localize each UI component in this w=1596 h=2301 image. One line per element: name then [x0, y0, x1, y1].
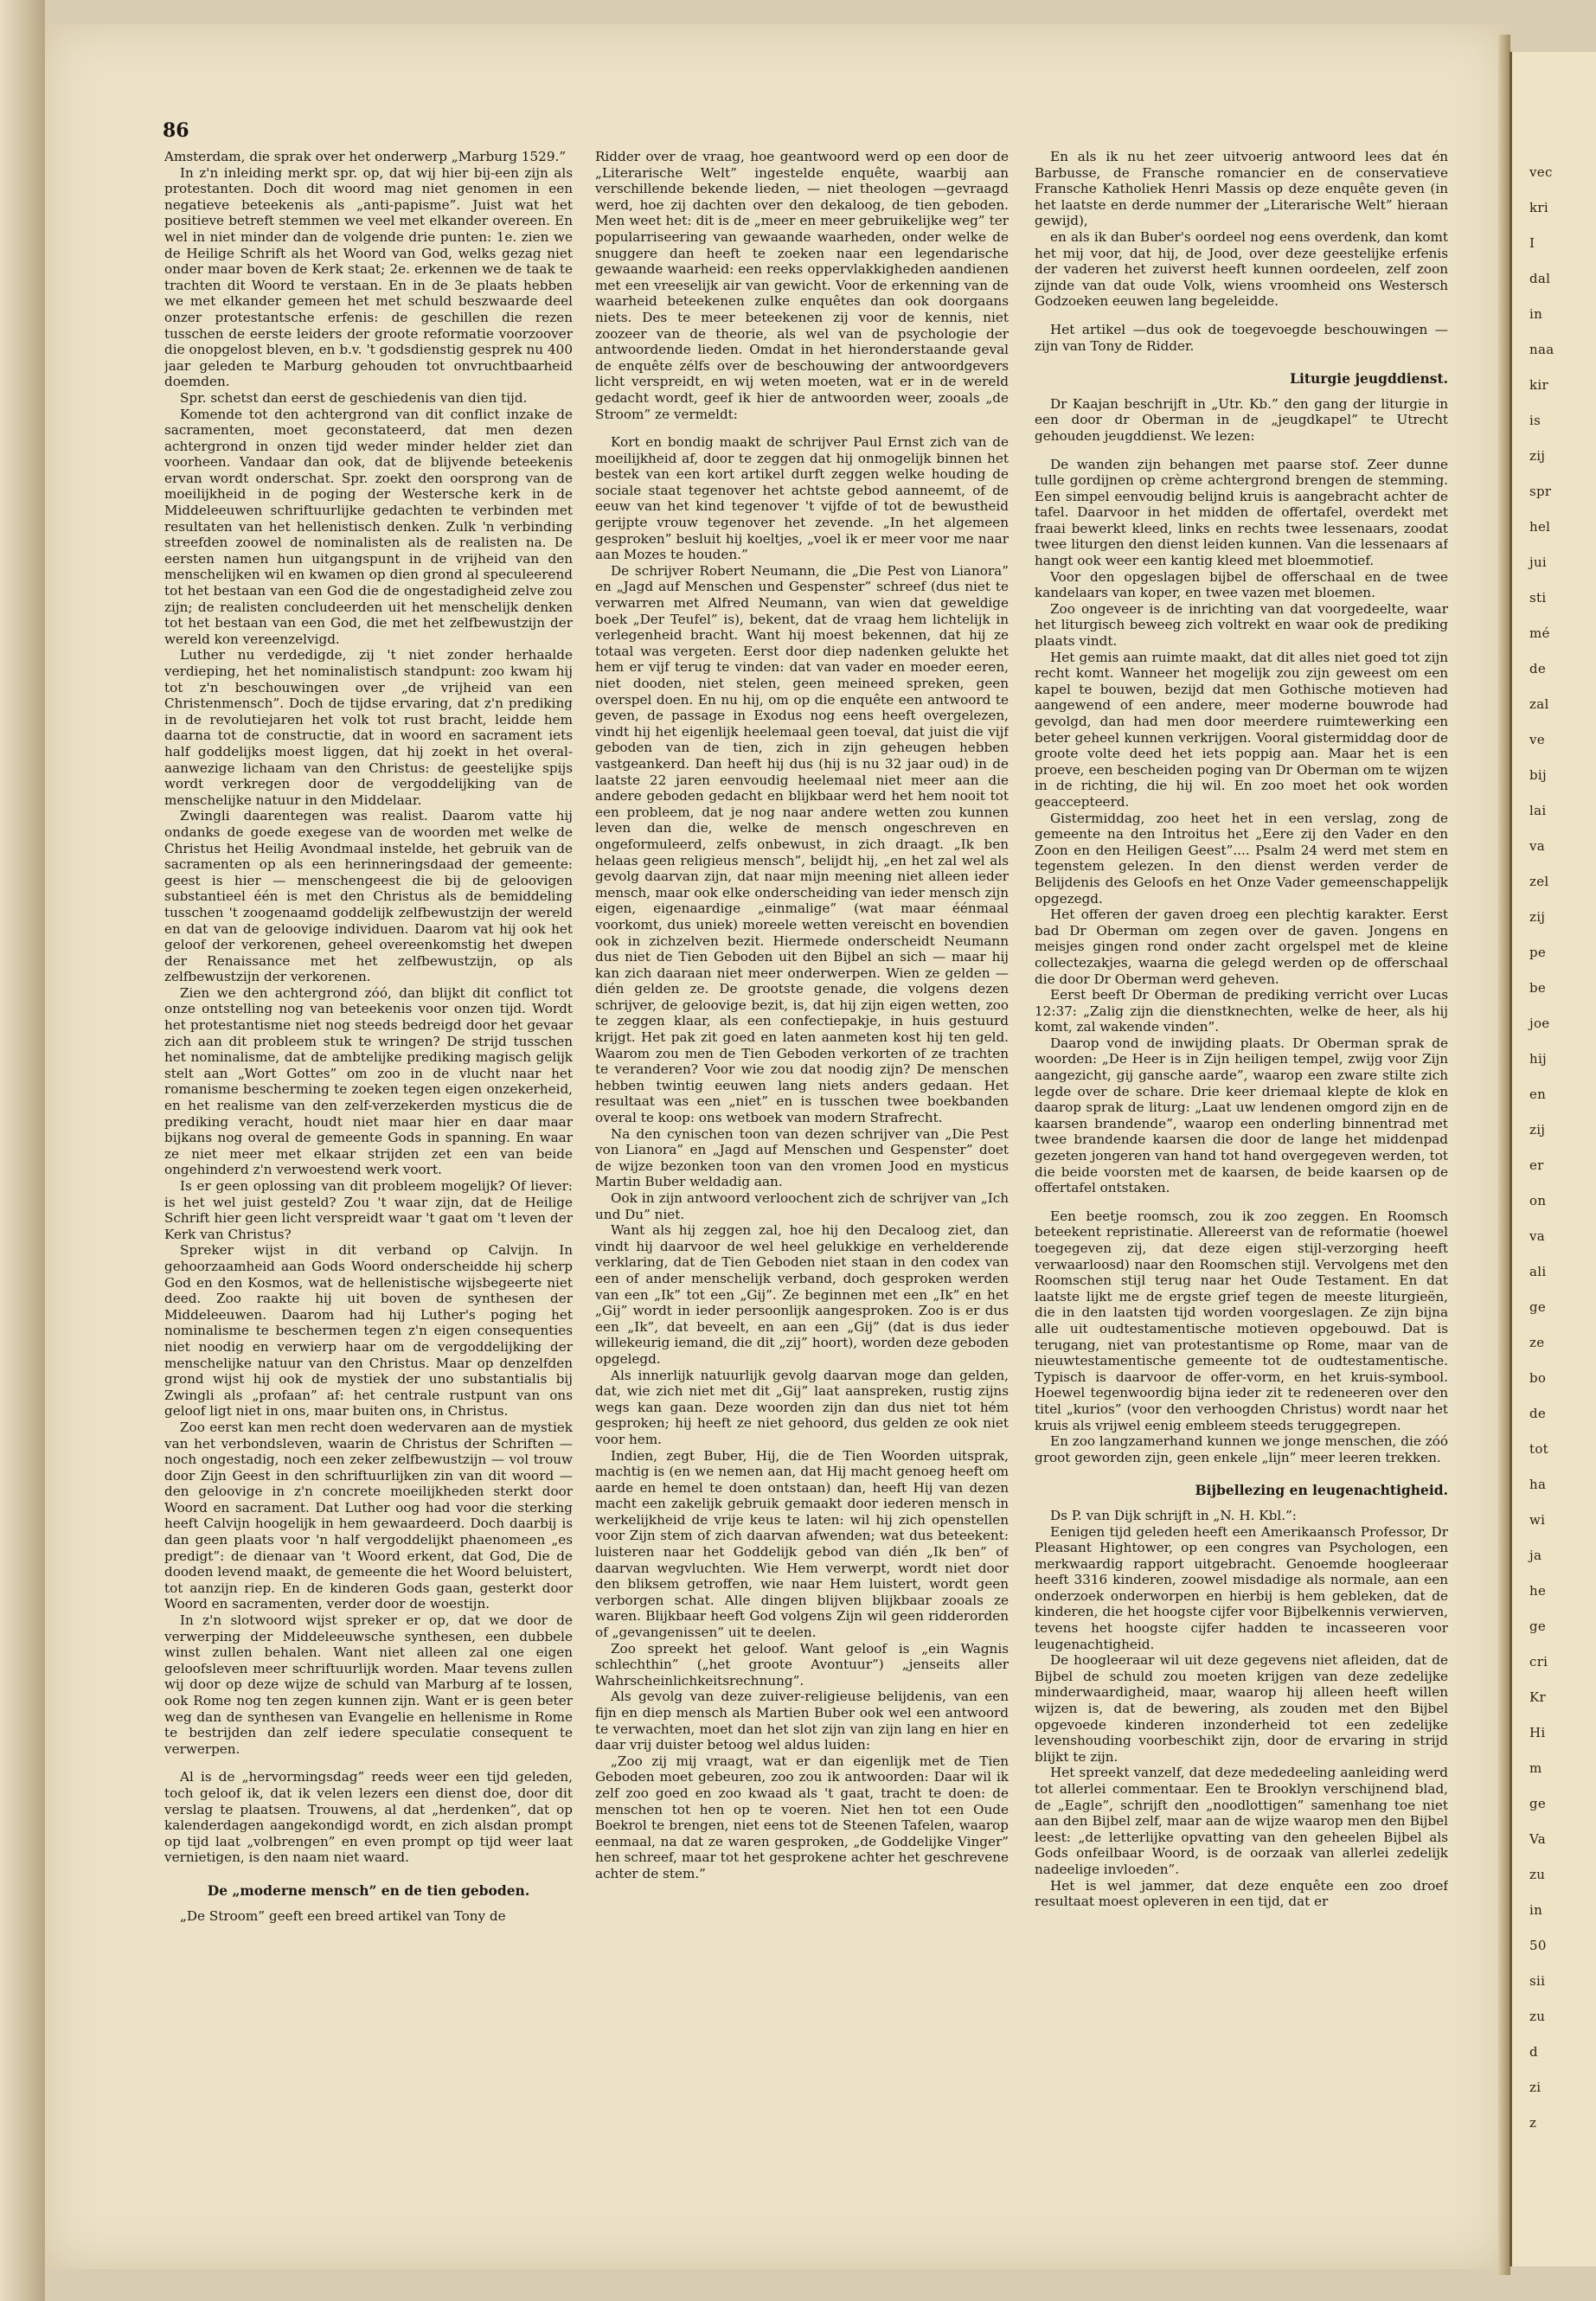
next-page-fragment: Hi — [1529, 1725, 1546, 1740]
paragraph: De hoogleeraar wil uit deze gegevens niet afleiden, dat de Bijbel de schuld zou moeten krijgen van deze zedelijke minderwaardigheid, maar, waarop hij alleen heeft willen wijzen is, dat de bewering, als zouden met den Bijbel opgevoede kinderen inzonderheid tot een zedelijke levenshouding voorbeschikt zijn, door de ervaring in strijd blijkt te zijn. — [1035, 1652, 1448, 1765]
next-page-fragment: bij — [1529, 767, 1547, 783]
next-page-fragment: pe — [1529, 945, 1547, 960]
next-page-fragment: z — [1529, 2115, 1537, 2131]
next-page-fragment: zij — [1529, 448, 1546, 464]
paragraph: Want als hij zeggen zal, hoe hij den Decaloog ziet, dan vindt hij daarvoor de wel heel gelukkige en verhelderende verklaring, dat de Tien Geboden niet staan in den codex van een of ander menschelijk verband, doch gesproken werden van een „Ik” tot een „Gij”. Ze beginnen met een „Ik” en het „Gij” wordt in ieder persoonlijk aangesproken. Zoo is er dus een „Ik”, dat beveelt, en aan een „Gij” (dat is dus ieder willekeurig iemand, die dit „zij” hoort), worden deze geboden opgelegd. — [595, 1222, 1009, 1367]
column-middle — [595, 149, 1009, 2164]
next-page-fragment: 50 — [1529, 1938, 1547, 1953]
next-page-fragment: zi — [1529, 2080, 1542, 2095]
next-page-fragment: zal — [1529, 696, 1549, 712]
next-page-fragment: zij — [1529, 909, 1546, 925]
page-fold — [1498, 35, 1510, 2275]
next-page-fragment: zij — [1529, 1122, 1546, 1138]
paragraph: Een beetje roomsch, zou ik zoo zeggen. En Roomsch beteekent repristinatie. Allereerst van de reformatie (hoewel toegegeven zij, dat deze eigen stijl-verzorging heeft verwaarloosd) naar den Roomschen stijl. Vervolgens met den Roomschen stijl terug naar het Oude Testament. En dat laatste lijkt me de ergste grief tegen de meeste liturgieën, die in den laatsten tijd worden voorgeslagen. Ze zijn bijna alle uit oudtestamentische motieven opgebouwd. Dat is terugang, niet van protestantisme op Rome, maar van de nieuwtestamentische gemeente tot de oudtestamentische. Typisch is daarvoor de offer-vorm, en het kruis-symbool. Hoewel tegenwoordig bijna ieder zit te redeneeren over den titel „kurios” (voor den verhoogden Christus) wordt naar het kruis als vrijwel eenig embleem steeds teruggegrepen. — [1035, 1208, 1448, 1433]
next-page-fragment: in — [1529, 1902, 1543, 1918]
next-page-fragment: va — [1529, 1228, 1546, 1244]
column-left — [164, 149, 573, 2164]
next-page-fragment: is — [1529, 413, 1542, 428]
paragraph: Daarop vond de inwijding plaats. Dr Oberman sprak de woorden: „De Heer is in Zijn heiligen tempel, zwijg voor Zijn aangezicht, gij gansche aarde”, waarop een zware stilte zich legde over de schare. Drie keer driemaal klepte de klok en daarop sprak de liturg: „Laat uw lendenen omgord zijn en de kaarsen brandende”, waarop een onderling binnentrad met twee brandende kaarsen die door de lange het middenpad gezeten jongeren van hand tot hand overgegeven werden, tot die beide voorsten met de kaarsen, de beide kaarsen op de offertafel ontstaken. — [1035, 1035, 1448, 1196]
next-page-fragment: de — [1529, 661, 1547, 676]
paragraph: Indien, zegt Buber, Hij, die de Tien Woorden uitsprak, machtig is (en we nemen aan, dat Hij macht genoeg heeft om aarde en hemel te doen ontstaan) dan, heeft Hij van dezen macht een zakelijk gebruik gemaakt door iederen mensch in werkelijkheid de vrije keus te laten: wil hij zich openstellen voor Zijn stem of zich daarvan afwenden; wat dus beteekent: luisteren naar het Goddelijk gebod van dién „Ik ben” of daarvan wegvluchten. Wie Hem verwerpt, wordt niet door den bliksem getroffen, wie naar Hem luistert, wordt geen verborgen schat. Alle dingen blijven blijkbaar zooals ze waren. Blijkbaar heeft God volgens Zijn wil geen ridderorden of „gevangenissen” uit te deelen. — [595, 1447, 1009, 1641]
next-page-fragment: ge — [1529, 1618, 1547, 1634]
paragraph: Dr Kaajan beschrijft in „Utr. Kb.” den gang der liturgie in een door dr Oberman in de „jeugdkapel” te Utrecht gehouden jeugddienst. We lezen: — [1035, 395, 1448, 444]
next-page-fragment: he — [1529, 1583, 1547, 1599]
paragraph: Het spreekt vanzelf, dat deze mededeeling aanleiding werd tot allerlei commentaar. Een te Brooklyn verschijnend blad, de „Eagle”, schrijft den „noodlottigen” samenhang toe niet aan den Bijbel zelf, maar aan de wijze waarop men den Bijbel leest: „de letterlijke opvatting van den geheelen Bijbel als Gods onfeilbaar Woord, is de oorzaak van allerlei zedelijk nadeelige invloeden”. — [1035, 1765, 1448, 1877]
scan-left-edge — [0, 0, 45, 2301]
paragraph: Kort en bondig maakt de schrijver Paul Ernst zich van de moeilijkheid af, door te zeggen dat hij onmogelijk binnen het bestek van een kort artikel durft zeggen welke houding de sociale staat tegenover het achtste gebod aanneemt, of de eeuw van het kind tegenover 't vijfde of tot de bewustheid gerijpte vrouw tegenover het zevende. „In het algemeen gesproken” besluit hij koeltjes, „voel ik er meer voor me naar aan Mozes te houden.” — [595, 434, 1009, 563]
paragraph: De schrijver Robert Neumann, die „Die Pest von Lianora” en „Jagd auf Menschen und Gespenster” schreef (dus niet te verwarren met Alfred Neumann, van wien dat geweldige boek „Der Teufel” is), bekent, dat de vraag hem lichtelijk in verlegenheid bracht. Want hij moest bekennen, dat hij ze totaal was vergeten. Eerst door diep nadenken gelukte het hem er vijf terug te vinden: dat van vader en moeder eeren, niet dooden, niet stelen, geen meineed spreken, geen overspel doen. En nu hij, om op die enquête een antwoord te geven, de passage in Exodus nog eens heeft overgelezen, vindt hij het eigenlijk heelemaal geen toeval, dat juist die vijf geboden van de tien, zich in zijn geheugen hebben vastgeankerd. Dan heeft hij dus (hij is nu 32 jaar oud) in de laatste 22 jaren eenvoudig heelemaal niet meer aan die andere geboden gedacht en blijkbaar werd het hem nooit tot een probleem, dat je nog naar andere wetten zou kunnen leven dan die, welke de mensch ongeschreven en ongeformuleerd, zelfs onbewust, in zich draagt. „Ik ben helaas geen religieus mensch”, belijdt hij, „en het zal wel als gevolg daarvan zijn, dat naar mijn meening niet alleen ieder mensch, maar ook elke onderscheiding van ieder mensch zijn eigen, eigenaardige „einmalige” (wat maar éénmaal voorkomt, dus uniek) moreele wetten vereischt en bovendien ook in zichzelven bezit. Hiermede onderscheidt Neumann dus niet de Tien Geboden uit den Bijbel an sich — maar hij kan zich daaraan niet meer onderwerpen. Wien ze gelden — dién gelden ze. De grootste genade, die volgens dezen schrijver, de geloovige bezit, is, dat hij zijn eigen wetten, zoo te zeggen klaar, als een confectiepakje, in huis gestuurd krijgt. Het pak zit goed en laten aanmeten kost hij ten geld. Waarom zou men de Tien Geboden verkorten of ze trachten te veranderen? Voor wie zou dat noodig zijn? De menschen hebben twintig eeuwen lang niets anders gedaan. Het resultaat was een „niet” en is tusschen twee boekbanden overal te koop: ons wetboek van modern Strafrecht. — [595, 562, 1009, 1126]
next-page-fragment: on — [1529, 1193, 1547, 1208]
next-page-fragment: mé — [1529, 625, 1550, 641]
next-page-fragment: kir — [1529, 377, 1548, 393]
next-page-fragment: lai — [1529, 803, 1547, 818]
next-page-fragment: kri — [1529, 200, 1548, 215]
next-page-fragment: ha — [1529, 1477, 1547, 1492]
paragraph: Ook in zijn antwoord verloochent zich de schrijver van „Ich und Du” niet. — [595, 1190, 1009, 1222]
page-number: 86 — [163, 119, 189, 142]
paragraph: Amsterdam, die sprak over het onderwerp „Marburg 1529.” — [164, 149, 567, 164]
paragraph: Het artikel —dus ook de toegevoegde beschouwingen — zijn van Tony de Ridder. — [1035, 321, 1448, 354]
paragraph: Gistermiddag, zoo heet het in een verslag, zong de gemeente na den Introitus het „Eere zij den Vader en den Zoon en den Heiligen Geest”.... Psalm 24 werd met stem en tegenstem gelezen. In den dienst werden verder de Belijdenis des Geloofs en het Onze Vader gemeenschappelijk opgezegd. — [1035, 810, 1448, 907]
paragraph: In z'n slotwoord wijst spreker er op, dat we door de verwerping der Middeleeuwsche synthesen, een dubbele winst zullen behalen. Want niet alleen zal one eigen geloofsleven meer schriftuurlijk worden. Maar tevens zullen wij door op deze wijze de schuld van Marburg af te lossen, ook Rome nog ten zegen kunnen zijn. Want er is geen beter weg dan de synthesen van Evangelie en hellenisme in Rome te bestrijden dan zelf iedere speculatie consequent te verwerpen. — [164, 1612, 573, 1757]
next-page-fragment: ge — [1529, 1299, 1547, 1315]
section-heading: De „moderne mensch” en de tien geboden. — [207, 1881, 530, 1899]
next-page-fragment: naa — [1529, 342, 1554, 357]
paragraph: Is er geen oplossing van dit probleem mogelijk? Of liever: is het wel juist gesteld? Zou 't waar zijn, dat de Heilige Schrift hier geen licht verspreidt waar 't gaat om 't leven der Kerk van Christus? — [164, 1178, 573, 1242]
next-page-fragment: I — [1529, 235, 1535, 251]
section-heading: Bijbellezing en leugenachtigheid. — [1195, 1482, 1448, 1499]
next-page-fragment: ve — [1529, 732, 1545, 747]
next-page-fragment: wi — [1529, 1512, 1546, 1528]
next-page-fragment: m — [1529, 1760, 1542, 1776]
next-page-fragment: vec — [1529, 164, 1553, 180]
paragraph: Zoo eerst kan men recht doen wedervaren aan de mystiek van het verbondsleven, waarin de Christus der Schriften — noch ongestadig, noch een zeker zelfbewustzijn — vol trouw door Zijn Geest in den schriftuurlijken zin van dit woord — den geloovige in z'n concrete moeilijkheden sterkt door Woord en sacrament. Dat Luther oog had voor die sterking heeft Calvijn hoogelijk in hem gewaardeerd. Doch daarbij is dan geen plaats voor 'n half vergoddelijkt phaenomeen „es predigt”: de dienaar van 't Woord erkent, dat God, Die de dooden levend maakt, de gemeente die het Woord beluistert, tot aanzijn riep. En de kinderen Gods gaan, gesterkt door Woord en sacramenten, verder door de woestijn. — [164, 1419, 573, 1612]
next-page-fragment: hij — [1529, 1051, 1548, 1067]
next-page-fragment: dal — [1529, 271, 1551, 286]
next-page-fragment: Va — [1529, 1831, 1546, 1847]
paragraph: En als ik nu het zeer uitvoerig antwoord lees dat én Barbusse, de Fransche romancier en de conservatieve Fransche Katholiek Henri Massis op deze enquête geven (in het laatste en derde nummer der „Literarische Welt” hieraan gewijd), — [1035, 149, 1448, 229]
next-page-fragment: sti — [1529, 590, 1547, 606]
paragraph: en als ik dan Buber's oordeel nog eens overdenk, dan komt het mij voor, dat hij, de Jood, over deze geestelijke erfenis der vaderen het zuiverst heeft kunnen oordeelen, zelf zoon zijnde van dat oude Volk, wiens vroomheid ons Westersch Godzoeken eeuwen lang begeleidde. — [1035, 228, 1448, 310]
paragraph: Zwingli daarentegen was realist. Daarom vatte hij ondanks de goede exegese van de woorden met welke de Christus het Heilig Avondmaal instelde, het gebruik van de sacramenten op als een herinneringsdaad der gemeente: geest is hier — menschengeest die bij de geloovigen substantieel één is met den Christus als de bemiddeling tusschen 't zoogenaamd goddelijk zelfbewustzijn der wereld en dat van de geloovige individuen. Daarom vat hij ook het geloof der verkorenen, geheel overeenkomstig het dwepen der Renaissance met het zelfbewustzijn, op als zelfbewustzijn der verkorenen. — [164, 808, 573, 985]
next-page-fragment: ali — [1529, 1264, 1547, 1279]
next-page-fragment: cri — [1529, 1654, 1548, 1670]
column-right — [1035, 149, 1448, 2164]
paragraph: „De Stroom” geeft een breed artikel van Tony de — [180, 1907, 506, 1924]
paragraph: Voor den opgeslagen bijbel de offerschaal en de twee kandelaars van koper, en twee vazen met bloemen. — [1035, 568, 1448, 601]
next-page-fragment: hel — [1529, 519, 1551, 535]
paragraph: Ds P. van Dijk schrijft in „N. H. Kbl.”: — [1050, 1507, 1297, 1523]
paragraph: Spreker wijst in dit verband op Calvijn. In gehoorzaamheid aan Gods Woord onderscheidde hij scherp God en den Kosmos, wat de hellenistische wijsbegeerte niet deed. Zoo raakte hij uit boven de synthesen der Middeleeuwen. Daarom had hij Luther's poging het nominalisme te beschermen tegen z'n eigen consequenties niet noodig en verwierp haar om de vergoddelijking der menschelijke natuur van den Christus. Maar op denzelfden grond wijst hij ook de mystiek der uno substantialis bij Zwingli als „profaan” af: het centrale rustpunt van ons geloof ligt niet in ons, maar buiten ons, in Christus. — [164, 1242, 573, 1420]
next-page-fragment: sii — [1529, 1973, 1546, 1989]
next-page-fragment: jui — [1529, 554, 1548, 570]
paragraph: En zoo langzamerhand kunnen we jonge menschen, die zóó groot geworden zijn, geen enkele „lijn” meer leeren trekken. — [1035, 1433, 1448, 1465]
paragraph: Zien we den achtergrond zóó, dan blijkt dit conflict tot onze ontstelling nog van beteekenis voor onzen tijd. Wordt het protestantisme niet nog steeds bedreigd door het gevaar zich aan dit probleem stuk te wringen? De strijd tusschen het nominalisme, dat de ambtelijke prediking magisch gelijk stelt aan „Wort Gottes” om zoo in de vlucht naar het romanisme bescherming te zoeken tegen eigen onzekerheid, en het realisme van den zelf-verzekerden mysticus die de prediking veracht, houdt niet maar hier en daar maar bijkans nog overal de gemeente Gods in spanning. En waar ze niet meer met elkaar strijden zet een van beide ongehinderd z'n verwoestend werk voort. — [164, 984, 573, 1178]
adjacent-page-edge — [1509, 52, 1596, 2266]
next-page-fragment: ge — [1529, 1796, 1547, 1811]
next-page-fragment: en — [1529, 1086, 1547, 1102]
next-page-fragment: ze — [1529, 1335, 1545, 1350]
paragraph: Eerst beeft Dr Oberman de prediking verricht over Lucas 12:37: „Zalig zijn die dienstknechten, welke de heer, als hij komt, zal wakende vinden”. — [1035, 987, 1448, 1035]
next-page-fragment: er — [1529, 1157, 1544, 1173]
next-page-fragment: zu — [1529, 2009, 1546, 2024]
paragraph: Als innerlijk natuurlijk gevolg daarvan moge dan gelden, dat, wie zich niet met dit „Gij” laat aanspreken, rustig zijns wegs kan gaan. Deze woorden zijn dan dus niet tot hém gesproken; hij heeft ze niet gehoord, dus gelden ze ook niet voor hem. — [595, 1367, 1009, 1447]
next-page-fragment: joe — [1529, 1016, 1550, 1031]
paragraph: Als gevolg van deze zuiver-religieuse belijdenis, van een fijn en diep mensch als Martien Buber ook wel een antwoord te verwachten, moet dan het slot zijn van zijn lang en hier en daar vrij duister betoog wel aldus luiden: — [595, 1689, 1009, 1753]
next-page-fragment: ja — [1529, 1548, 1542, 1563]
next-page-fragment: d — [1529, 2044, 1538, 2060]
next-page-fragment: de — [1529, 1406, 1547, 1421]
paragraph: „Zoo zij mij vraagt, wat er dan eigenlijk met de Tien Geboden moet gebeuren, zoo zou ik antwoorden: Daar wil ik zelf zoo goed en zoo kwaad als 't gaat, tracht te doen: de menschen tot hen op te voeren. Niet hen tot een Oude Boekrol te brengen, niet eens tot de Steenen Tafelen, waarop eenmaal, na dat ze waren gesproken, „de Goddelijke Vinger” hen schreef, maar tot het gesprokene achter het geschrevene achter de stem.” — [595, 1753, 1009, 1881]
paragraph: De wanden zijn behangen met paarse stof. Zeer dunne tulle gordijnen op crème achtergrond brengen de stemming. Een simpel eenvoudig belijnd kruis is aangebracht achter de tafel. Daarvoor in het midden de offertafel, overdekt met fraai bewerkt kleed, links en rechts twee lessenaars, zoodat twee liturgen den dienst leiden kunnen. Van die lessenaars af hangt ook weer een kantig kleed met bloemmotief. — [1035, 456, 1448, 569]
paragraph: Zoo ongeveer is de inrichting van dat voorgedeelte, waar het liturgisch beweeg zich voltrekt en waar ook de prediking plaats vindt. — [1035, 600, 1448, 650]
paragraph: Al is de „hervormingsdag” reeds weer een tijd geleden, toch geloof ik, dat ik velen lezers een dienst doe, door dit verslag te plaatsen. Trouwens, al dat „herdenken”, dat op kalenderdagen aangekondigd wordt, en zich alsdan prompt op tijd laat „volbrengen” en even prompt op tijd weer laat vernietigen, is den naam niet waard. — [164, 1769, 573, 1866]
paragraph: Komende tot den achtergrond van dit conflict inzake de sacramenten, moet geconstateerd, dat men dezen achtergrond in onzen tijd weder minder helder ziet dan voorheen. Vandaar dan ook, dat de blijvende beteekenis ervan wordt onderschat. Spr. zoekt den oorsprong van de moeilijkheid in de poging der Westersche kerk in de Middeleeuwen schriftuurlijke gedachten te verbinden met resultaten van het hellenistisch denken. Zulk 'n verbinding streefden zoowel de nominalisten als de realisten na. De eersten namen hun uitgangspunt in de vrijheid van den menschelijken wil en kwamen op dien grond al speculeerend tot het bestaan van een God die de ongestadigheid zelve zou zijn; de realisten concludeerden uit het menschelijk denken tot het bestaan van een God, die met het zelfbewustzijn der wereld kon vereenzelvigd. — [164, 406, 573, 647]
paragraph: Zoo spreekt het geloof. Want geloof is „ein Wagnis schlechthin” („het groote Avontuur”) „jenseits aller Wahrscheinlichkeitsrechnung”. — [595, 1640, 1009, 1689]
paragraph: Het gemis aan ruimte maakt, dat dit alles niet goed tot zijn recht komt. Wanneer het mogelijk zou zijn geweest om een kapel te bouwen, bezijd dat men Gothische motieven had aangewend of een andere, meer moderne bouwrode had gevolgd, dan had men door meerdere ruimtewerking een beter geheel kunnen verkrijgen. Vooral gistermiddag door de groote volte deed het iets poppig aan. Maar het is een proeve, een bescheiden poging van Dr Oberman om te wijzen in de richting, die hij wil. En zoo moet het ook worden geaccepteerd. — [1035, 649, 1448, 810]
paragraph: Eenigen tijd geleden heeft een Amerikaansch Professor, Dr Pleasant Hightower, op een congres van Psychologen, een merkwaardig rapport uitgebracht. Genoemde hoogleeraar heeft 3316 kinderen, zoowel misdadige als normale, aan een onderzoek onderworpen en hierbij is hem gebleken, dat de kinderen, die het hoogste cijfer voor Bijbelkennis verwierven, tevens het hoogste cijfer hadden te incasseeren voor leugenachtigheid. — [1035, 1523, 1448, 1652]
paragraph: Luther nu verdedigde, zij 't niet zonder herhaalde verdieping, het het nominalistisch standpunt: zoo kwam hij tot z'n beschouwingen over „de vrijheid van een Christenmensch”. Doch de tijdse ervaring, dat z'n prediking in de revolutiejaren het volk tot rust bracht, leidde hem daarna tot de constructie, dat in woord en sacrament iets half goddelijks moest liggen, dat hij zoekt in het overal-aanwezige lichaam van den Christus: de geestelijke spijs wordt verkregen door de vergoddelijking van de menschelijke natuur in den Middelaar. — [164, 647, 573, 808]
next-page-fragment: va — [1529, 838, 1546, 854]
next-page-fragment: bo — [1529, 1370, 1547, 1386]
paragraph: Het is wel jammer, dat deze enquête een zoo droef resultaat moest opleveren in een tijd, dat er — [1035, 1877, 1448, 1910]
paragraph: In z'n inleiding merkt spr. op, dat wij hier bij-een zijn als protestanten. Doch dit woord mag niet genomen in een negatieve beteekenis als „anti-papisme”. Juist wat het positieve betreft stemmen we veel met elkander overeen. En wel in niet minder dan de volgende drie punten: 1e. zien we de Heilige Schrift als het Woord van God, welks gezag niet onder maar boven de Kerk staat; 2e. erkennen we de taak te trachten dit Woord te verstaan. En in de 3e plaats hebben we met elkander gemeen het met schuld beszwaarde deel onzer protestantsche erfenis: de geschillen die rezen tusschen de eerste leiders der groote reformatie voorzoover die onopgelost bleven, en b.v. 't godsdienstig gesprek nu 400 jaar geleden te Marburg gehouden tot onvruchtbaarheid doemden. — [164, 164, 573, 390]
next-page-fragment: Kr — [1529, 1689, 1546, 1705]
paragraph: Het offeren der gaven droeg een plechtig karakter. Eerst bad Dr Oberman om zegen over de gaven. Jongens en meisjes gingen rond onder zacht orgelspel met de kleine collectezakjes, waarna die gelegd werden op de offerschaal die door Dr Oberman werd geheven. — [1035, 907, 1448, 987]
paragraph: Spr. schetst dan eerst de geschiedenis van dien tijd. — [180, 389, 528, 406]
next-page-fragment: in — [1529, 306, 1543, 322]
next-page-fragment: tot — [1529, 1441, 1548, 1457]
next-page-fragment: be — [1529, 980, 1547, 996]
next-page-fragment: zel — [1529, 874, 1549, 889]
next-page-fragment: spr — [1529, 484, 1552, 499]
paragraph: Ridder over de vraag, hoe geantwoord werd op een door de „Literarische Welt” ingestelde enquête, waarbij aan verschillende bekende lieden, — niet theologen —gevraagd werd, hoe zij dachten over den dekaloog, de tien geboden. Men weet het: dit is de „meer en meer gebruikelijke weg” ter popularriseering van gewaande waarheden, onder welke de snuggere dan heeft te zoeken naar een legendarische gewaande waarheid: een reeks oppervlakkigheden aandienen met een vreeselijk air van gewicht. Voor de erkenning van de waarheid beteekenen zulke enquêtes dan ook doorgaans niets. Des te meer beteekenen zij voor de kennis, niet zoozeer van de theorie, als wel van de psychologie der antwoordende lieden. Omdat in het hieronderstaande geval de enquête zélfs over de beschouwing der antwoordgevers licht verspreidt, en wij weten moeten, wat er in de wereld gedacht wordt, geef ik hier de antwoorden weer, zooals „de Stroom” ze vermeldt: — [595, 149, 1009, 422]
paragraph: Na den cynischen toon van dezen schrijver van „Die Pest von Lianora” en „Jagd auf Menschen und Gespenster” doet de wijze bezonken toon van den vromen Jood en mysticus Martin Buber weldadig aan. — [595, 1125, 1009, 1190]
section-heading: Liturgie jeugddienst. — [1290, 370, 1448, 388]
next-page-fragment: zu — [1529, 1867, 1546, 1882]
